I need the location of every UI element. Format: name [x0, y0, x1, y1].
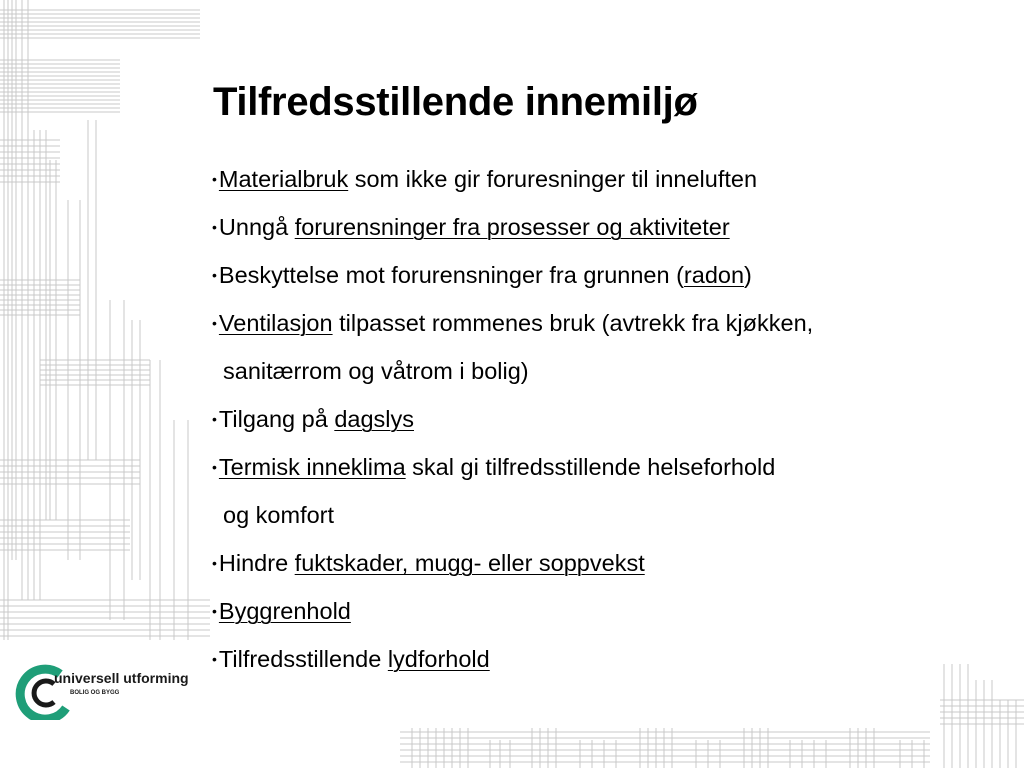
link-byggrenhold[interactable]: Byggrenhold	[218, 598, 351, 624]
universell-utforming-logo	[14, 660, 214, 720]
item-text: tilpasset rommenes bruk (avtrekk fra kjøkken,	[332, 310, 814, 336]
list-item	[212, 256, 1012, 304]
link-fuktskader[interactable]: fuktskader, mugg- eller soppvekst	[294, 550, 645, 576]
slide-title: Tilfredsstillende innemiljø	[213, 80, 698, 124]
bullet-icon: •	[212, 459, 217, 475]
bullet-icon: •	[212, 267, 217, 283]
bullet-icon: •	[212, 651, 217, 667]
list-item	[212, 592, 1012, 640]
list-item	[212, 400, 1012, 448]
item-text: og komfort	[223, 502, 335, 528]
bullet-icon: •	[212, 411, 217, 427]
item-text: Unngå	[218, 214, 295, 240]
bullet-icon: •	[212, 171, 217, 187]
list-item	[212, 448, 1012, 496]
link-dagslys[interactable]: dagslys	[334, 406, 414, 432]
link-forurensninger[interactable]: forurensninger fra prosesser og aktiviteter	[294, 214, 730, 240]
link-materialbruk[interactable]: Materialbruk	[218, 166, 349, 192]
list-item	[212, 304, 1012, 352]
bullet-icon: •	[212, 219, 217, 235]
link-radon[interactable]: radon	[683, 262, 745, 288]
list-item	[212, 640, 1012, 688]
bullet-icon: •	[212, 555, 217, 571]
bullet-icon: •	[212, 315, 217, 331]
bullet-icon: •	[212, 603, 217, 619]
item-text: Hindre	[218, 550, 295, 576]
item-text: Beskyttelse mot forurensninger fra grunnen (	[218, 262, 684, 288]
item-text: som ikke gir foruresninger til inneluften	[348, 166, 758, 192]
item-text: sanitærrom og våtrom i bolig)	[223, 358, 529, 384]
list-item	[212, 160, 1012, 208]
item-text: Tilgang på	[218, 406, 335, 432]
item-text: Tilfredsstillende	[218, 646, 388, 672]
link-lydforhold[interactable]: lydforhold	[387, 646, 490, 672]
logo-tagline: BOLIG OG BYGG	[70, 690, 120, 696]
list-item-continuation	[212, 352, 1012, 400]
bullet-list	[212, 160, 1012, 688]
logo-name: universell utforming	[54, 670, 189, 686]
item-text: skal gi tilfredsstillende helseforhold	[405, 454, 776, 480]
list-item-continuation	[212, 496, 1012, 544]
link-ventilasjon[interactable]: Ventilasjon	[218, 310, 333, 336]
list-item	[212, 544, 1012, 592]
item-text: )	[744, 262, 752, 288]
link-termisk-inneklima[interactable]: Termisk inneklima	[218, 454, 406, 480]
list-item	[212, 208, 1012, 256]
